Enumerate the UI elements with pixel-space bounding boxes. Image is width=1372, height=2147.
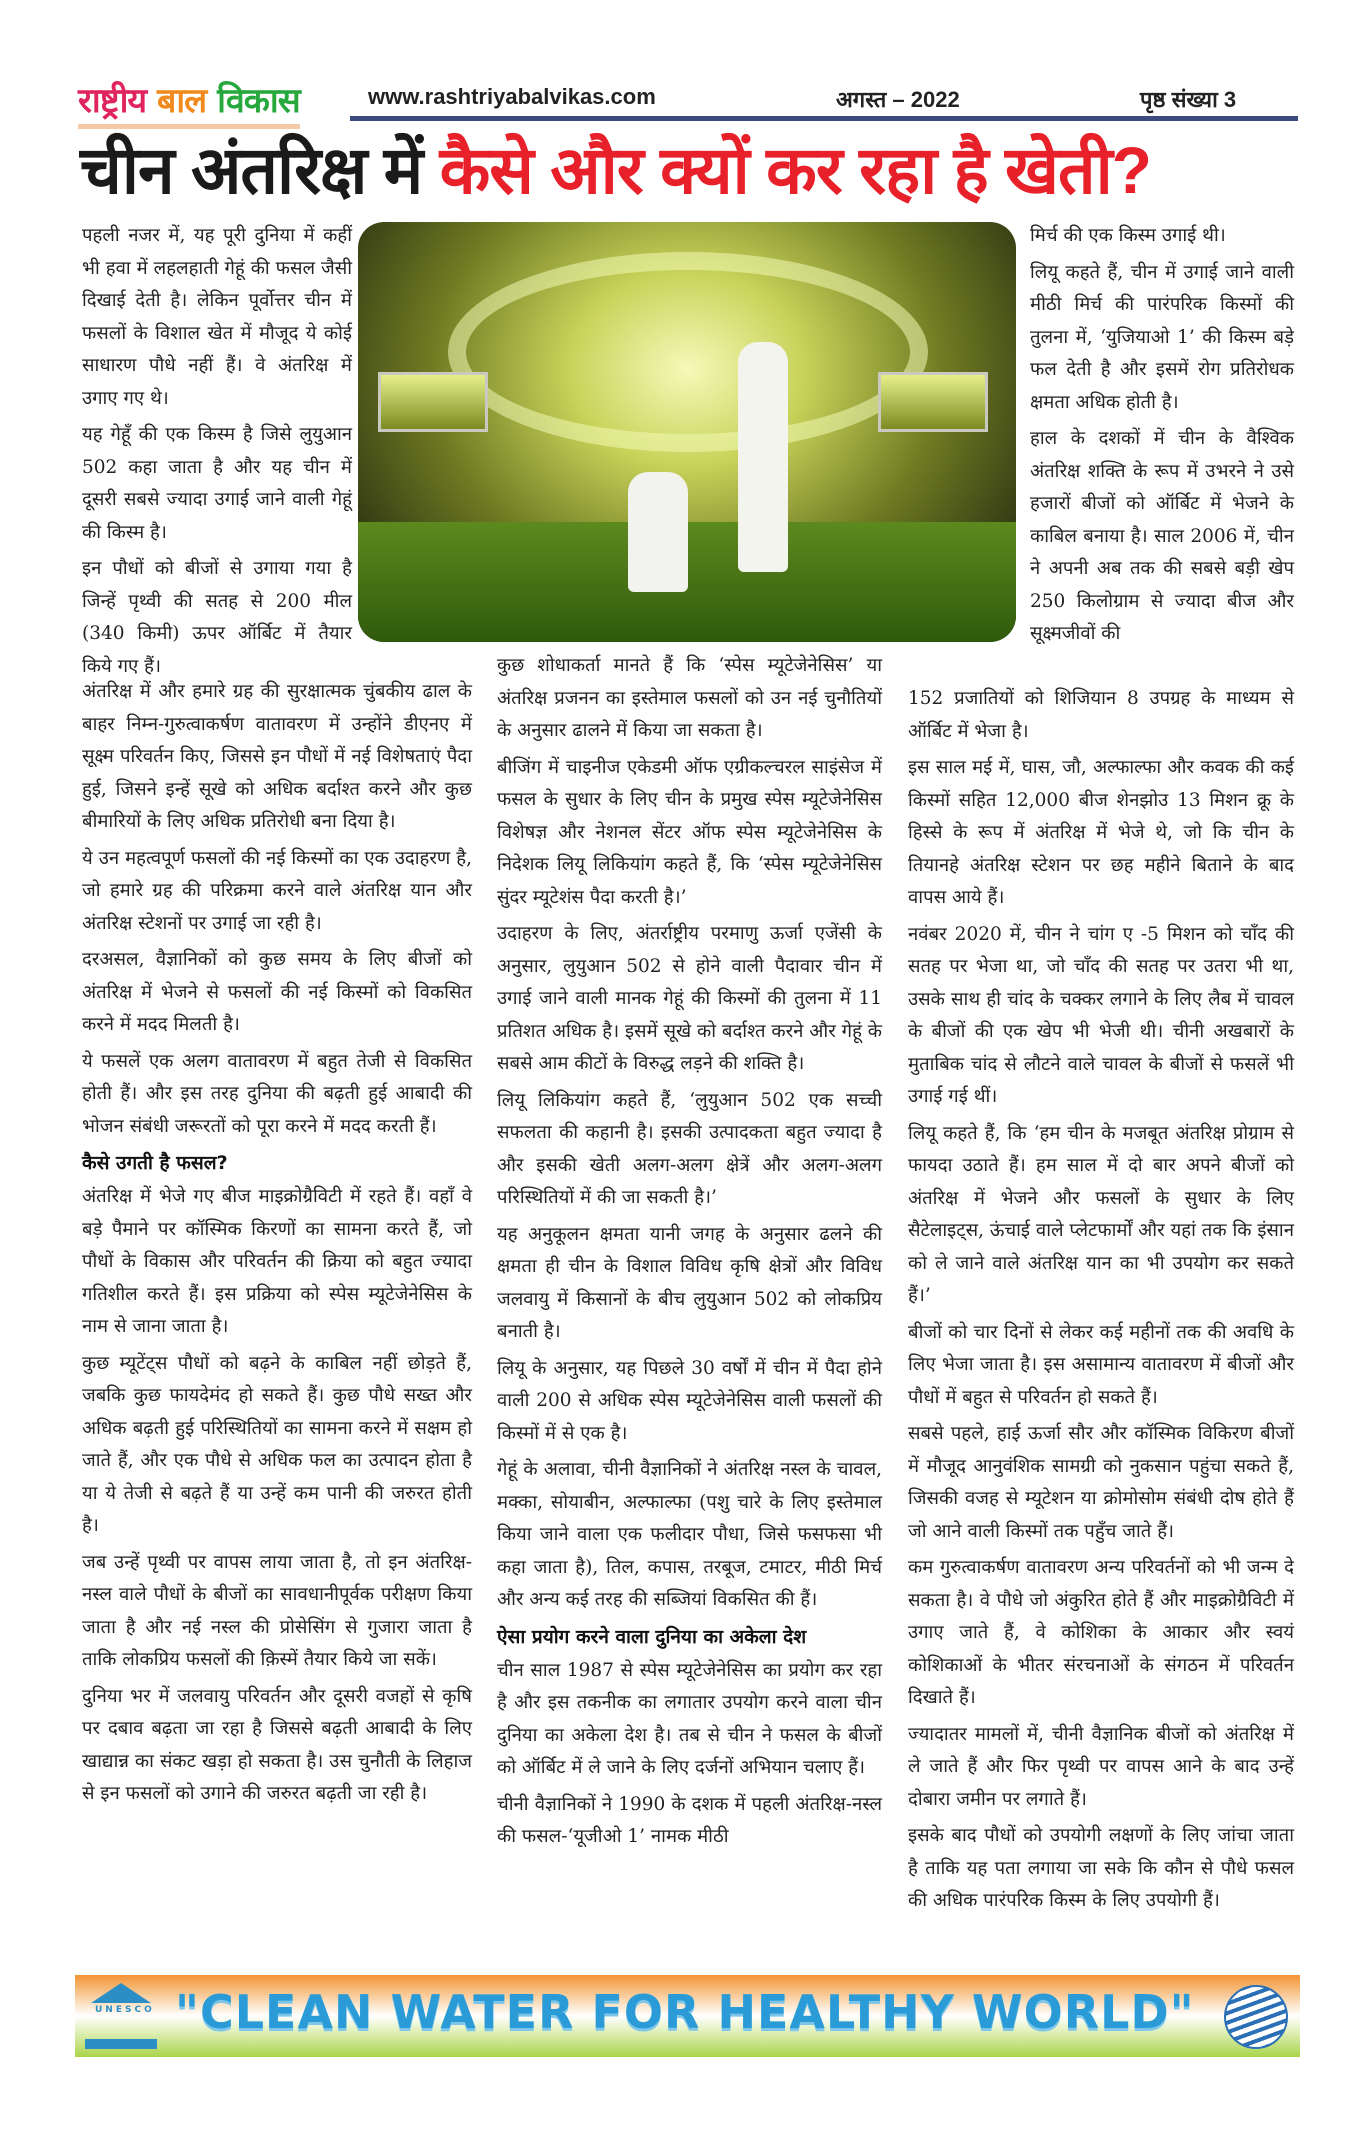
article-paragraph: चीनी वैज्ञानिकों ने 1990 के दशक में पहली अंतरिक्ष-नस्ल की फसल-‘यूजीओ 1’ नामक मीठी (497, 1793, 882, 1847)
article-column-1-top (82, 220, 352, 687)
article-paragraph: लियू लिकियांग कहते हैं, ‘लुयुआन 502 एक सच्ची सफलता की कहानी है। इसकी उत्पादकता बहुत ज्यादा है और इसकी खेती अलग-अलग क्षेत्रें और अलग-अलग परिस्थितियों में की जा सकती है।’ (497, 1089, 882, 1208)
section-heading: ऐसा प्रयोग करने वाला दुनिया का अकेला देश (497, 1625, 807, 1648)
logo-word: विकास (217, 81, 300, 121)
article-paragraph: चीन साल 1987 से स्पेस म्यूटेजेनेसिस का प्रयोग कर रहा है और इस तकनीक का लगातार उपयोग करने वाला चीन दुनिया का अकेला देश है। तब से चीन ने फसल के बीजों को ऑर्बिट में ले जाने के लिए दर्जनों अभियान चलाए हैं। (497, 1659, 882, 1778)
article-paragraph: लियू के अनुसार, यह पिछले 30 वर्षों में चीन में पैदा होने वाली 200 से अधिक स्पेस म्यूटेजेनेसिस वाली फसलों की किस्मों में से एक है। (497, 1357, 882, 1444)
article-paragraph: हाल के दशकों में चीन के वैश्विक अंतरिक्ष शक्ति के रूप में उभरने ने उसे हजारों बीजों को ऑर्बिट में भेजने के काबिल बनाया है। साल 2006 में, चीन ने अपनी अब तक की सबसे बड़ी खेप 250 किलोग्राम से ज्यादा बीज और सूक्ष्मजीवों की (1030, 428, 1294, 644)
newspaper-logo (78, 76, 300, 129)
clean-water-banner (75, 1975, 1300, 2057)
article-paragraph: नवंबर 2020 में, चीन ने चांग ए -5 मिशन को चाँद की सतह पर भेजा था, जो चाँद की सतह पर उतरा भी था, उसके साथ ही चांद के चक्कर लगाने के लिए लैब में चावल के बीजों की एक खेप भी भेजी थी। चीनी अखबारों के मुताबिक चांद से लौटने वाले चावल के बीजों से फसलें भी उगाई गई थीं। (908, 923, 1294, 1107)
headline-black: चीन अंतरिक्ष में (80, 133, 423, 207)
article-paragraph: बीजिंग में चाइनीज एकेडमी ऑफ एग्रीकल्चरल साइंसेज में फसल के सुधार के लिए चीन के प्रमुख स्पेस म्यूटेजेनेसिस विशेषज्ञ और नेशनल सेंटर ऑफ स्पेस म्यूटेजेनेसिस के निदेशक लियू लिकियांग कहते हैं, कि ‘स्पेस म्यूटेजेनेसिस सुंदर म्यूटेशंस पैदा करती है।’ (497, 756, 882, 908)
article-paragraph: पहली नजर में, यह पूरी दुनिया में कहीं भी हवा में लहलहाती गेहूं की फसल जैसी दिखाई देती है। लेकिन पूर्वोत्तर चीन में फसलों के विशाल खेत में मौजूद ये कोई साधारण पौधे नहीं हैं। वे अंतरिक्ष में उगाए गए थे। (82, 225, 352, 409)
article-column-1 (82, 676, 472, 1815)
issue-date: अगस्त – 2022 (836, 87, 960, 112)
article-paragraph: लियू कहते हैं, चीन में उगाई जाने वाली मीठी मिर्च की पारंपरिक किस्मों की तुलना में, ‘युजियाओ 1’ की किस्म बड़े फल देती है और इसमें रोग प्रतिरोधक क्षमता अधिक होती है। (1030, 261, 1294, 413)
article-paragraph: ज्यादातर मामलों में, चीनी वैज्ञानिक बीजों को अंतरिक्ष में ले जाते हैं और फिर पृथ्वी पर वापस आने के बाद उन्हें दोबारा जमीन पर लगाते हैं। (908, 1723, 1294, 1810)
page-number: पृष्ठ संख्या 3 (1140, 87, 1237, 112)
headline (80, 128, 1300, 212)
logo-word: राष्ट्रीय (78, 81, 147, 121)
article-paragraph: अंतरिक्ष में भेजे गए बीज माइक्रोग्रैविटी में रहते हैं। वहाँ वे बड़े पैमाने पर कॉस्मिक किरणों का सामना करते हैं, जो पौधों के विकास और परिवर्तन की क्रिया को बहुत ज्यादा गतिशील करते हैं। इस प्रक्रिया को स्पेस म्यूटेजेनेसिस के नाम से जाना जाता है। (82, 1186, 472, 1337)
article-paragraph: कुछ शोधाकर्ता मानते हैं कि ‘स्पेस म्यूटेजेनेसिस’ या अंतरिक्ष प्रजनन का इस्तेमाल फसलों को उन नई चुनौतियों के अनुसार ढालने में किया जा सकता है। (497, 655, 882, 741)
space-lab-wheat-photo (358, 222, 1016, 642)
article-paragraph: कम गुरुत्वाकर्षण वातावरण अन्य परिवर्तनों को भी जन्म दे सकता है। वे पौधे जो अंकुरित होते हैं और माइक्रोग्रैविटी में उगाए जाते हैं, वे कोशिका के आकार और स्वयं कोशिकाओं के भीतर संरचनाओं के संगठन में परिवर्तन दिखाते हैं। (908, 1557, 1294, 1708)
unesco-logo-icon (81, 1983, 159, 2049)
article-paragraph: मिर्च की एक किस्म उगाई थी। (1030, 225, 1226, 246)
article-paragraph: इस साल मई में, घास, जौ, अल्फाल्फा और कवक की कई किस्मों सहित 12,000 बीज शेनझोउ 13 मिशन क्रू के हिस्से के रूप में अंतरिक्ष में भेजे थे, जो कि चीन के तियानहे अंतरिक्ष स्टेशन पर छह महीने बिताने के बाद वापस आये हैं। (908, 757, 1294, 908)
article-paragraph: यह अनुकूलन क्षमता यानी जगह के अनुसार ढलने की क्षमता ही चीन के विशाल विविध कृषि क्षेत्रों और विविध जलवायु में किसानों के बीच लुयुआन 502 को लोकप्रिय बनाती है। (497, 1223, 882, 1342)
article-paragraph: कुछ म्यूटेंट्स पौधों को बढ़ने के काबिल नहीं छोड़ते हैं, जबकि कुछ फायदेमंद हो सकते हैं। कुछ पौधे सख्त और अधिक बढ़ती हुई परिस्थितियों का सामना करने में सक्षम हो जाते हैं, और एक पौधे से अधिक फल का उत्पादन होता है या ये तेजी से बढ़ते हैं या उन्हें कम पानी की जरुरत होती है। (82, 1352, 472, 1536)
article-column-2 (497, 650, 882, 1858)
logo-word: बाल (156, 81, 207, 121)
unesco-logo-text: UNESCO (95, 2005, 155, 2015)
article-paragraph: दुनिया भर में जलवायु परिवर्तन और दूसरी वजहों से कृषि पर दबाव बढ़ता जा रहा है जिससे बढ़ती आबादी के लिए खाद्यान्न का संकट खड़ा हो सकता है। उस चुनौती के लिहाज से इन फसलों को उगाने की जरुरत बढ़ती जा रही है। (82, 1685, 472, 1804)
article-paragraph: ये उन महत्वपूर्ण फसलों की नई किस्मों का एक उदाहरण है, जो हमारे ग्रह की परिक्रमा करने वाले अंतरिक्ष यान और अंतरिक्ष स्टेशनों पर उगाई जा रही है। (82, 847, 472, 934)
article-paragraph: ये फसलें एक अलग वातावरण में बहुत तेजी से विकसित होती हैं। और इस तरह दुनिया की बढ़ती हुई आबादी की भोजन संबंधी जरूरतों को पूरा करने में मदद करती हैं। (82, 1050, 472, 1137)
water-globe-icon (1224, 1985, 1288, 2049)
article-paragraph: जब उन्हें पृथ्वी पर वापस लाया जाता है, तो इन अंतरिक्ष-नस्ल वाले पौधों के बीजों का सावधानीपूर्वक परीक्षण किया जाता है और नई नस्ल की प्रोसेसिंग से गुजारा जाता है ताकि लोकप्रिय फसलों की क़िस्में तैयार किये जा सकें। (82, 1551, 472, 1670)
website-url[interactable]: www.rashtriyabalvikas.com (368, 84, 656, 109)
article-paragraph: इसके बाद पौधों को उपयोगी लक्षणों के लिए जांचा जाता है ताकि यह पता लगाया जा सके कि कौन से पौधे फसल की अधिक पारंपरिक किस्म के लिए उपयोगी हैं। (908, 1825, 1294, 1911)
article-paragraph: इन पौधों को बीजों से उगाया गया है जिन्हें पृथ्वी की सतह से 200 मील (340 किमी) ऊपर ऑर्बिट में तैयार किये गए हैं। (82, 558, 352, 677)
header-divider (350, 116, 1298, 121)
scientist-figure (738, 342, 788, 572)
article-paragraph: गेहूं के अलावा, चीनी वैज्ञानिकों ने अंतरिक्ष नस्ल के चावल, मक्का, सोयाबीन, अल्फाल्फा (पशु चारे के लिए इस्तेमाल किया जाने वाला एक फलीदार पौधा, जिसे फसफसा भी कहा जाता है), तिल, कपास, तरबूज, टमाटर, मीठी मिर्च और अन्य कई तरह की सब्जियां विकसित की हैं। (497, 1459, 882, 1610)
scientist-figure (628, 472, 688, 592)
article-paragraph: 152 प्रजातियों को शिजियान 8 उपग्रह के माध्यम से ऑर्बिट में भेजा है। (908, 688, 1294, 742)
article-paragraph: दरअसल, वैज्ञानिकों को कुछ समय के लिए बीजों को अंतरिक्ष में भेजने से फसलों की नई किस्मों को विकसित करने में मदद मिलती है। (82, 949, 472, 1035)
article-paragraph: बीजों को चार दिनों से लेकर कई महीनों तक की अवधि के लिए भेजा जाता है। इस असामान्य वातावरण में बीजों और पौधों में बहुत से परिवर्तन हो सकते हैं। (908, 1321, 1294, 1408)
article-paragraph: उदाहरण के लिए, अंतर्राष्ट्रीय परमाणु ऊर्जा एजेंसी के अनुसार, लुयुआन 502 से होने वाली पैदावार चीन में उगाई जाने वाली मानक गेहूं की किस्मों की तुलना में 11 प्रतिशत अधिक है। इसमें सूखे को बर्दाश्त करने और गेहूं के सबसे आम कीटों के विरुद्ध लड़ने की शक्ति है। (497, 923, 882, 1074)
banner-slogan: "CLEAN WATER FOR HEALTHY WORLD" (175, 1985, 1195, 2039)
article-column-3 (908, 683, 1294, 1922)
article-paragraph: यह गेहूँ की एक किस्म है जिसे लुयुआन 502 कहा जाता है और यह चीन में दूसरी सबसे ज्यादा उगाई जाने वाली गेहूं की किस्म है। (82, 424, 352, 543)
article-paragraph: लियू कहते हैं, कि ‘हम चीन के मजबूत अंतरिक्ष प्रोग्राम से फायदा उठाते हैं। हम साल में दो बार अपने बीजों को अंतरिक्ष में भेजने और फसलों के सुधार के लिए सैटेलाइट्स, ऊंचाई वाले प्लेटफार्मों और यहां तक कि इंसान को ले जाने वाले अंतरिक्ष यान का भी उपयोग कर सकते हैं।’ (908, 1122, 1294, 1306)
headline-red: कैसे और क्यों कर रहा है खेती? (439, 133, 1151, 207)
section-heading: कैसे उगती है फसल? (82, 1152, 228, 1174)
article-paragraph: सबसे पहले, हाई ऊर्जा सौर और कॉस्मिक विकिरण बीजों में मौजूद आनुवंशिक सामग्री को नुकसान पहुंचा सकते हैं, जिसकी वजह से म्यूटेशन या क्रोमोसोम संबंधी दोष होते हैं जो आने वाली किस्मों तक पहुँच जाते हैं। (908, 1423, 1294, 1542)
article-paragraph: अंतरिक्ष में और हमारे ग्रह की सुरक्षात्मक चुंबकीय ढाल के बाहर निम्न-गुरुत्वाकर्षण वातावरण में उन्होंने डीएनए में सूक्ष्म परिवर्तन किए, जिससे इन पौधों में नई विशेषताएं पैदा हुई, जिसने इन्हें सूखे को अधिक बर्दाश्त करने और कुछ बीमारियों के लिए अधिक प्रतिरोधी बना दिया है। (82, 681, 472, 832)
article-column-3-top (1030, 220, 1294, 655)
